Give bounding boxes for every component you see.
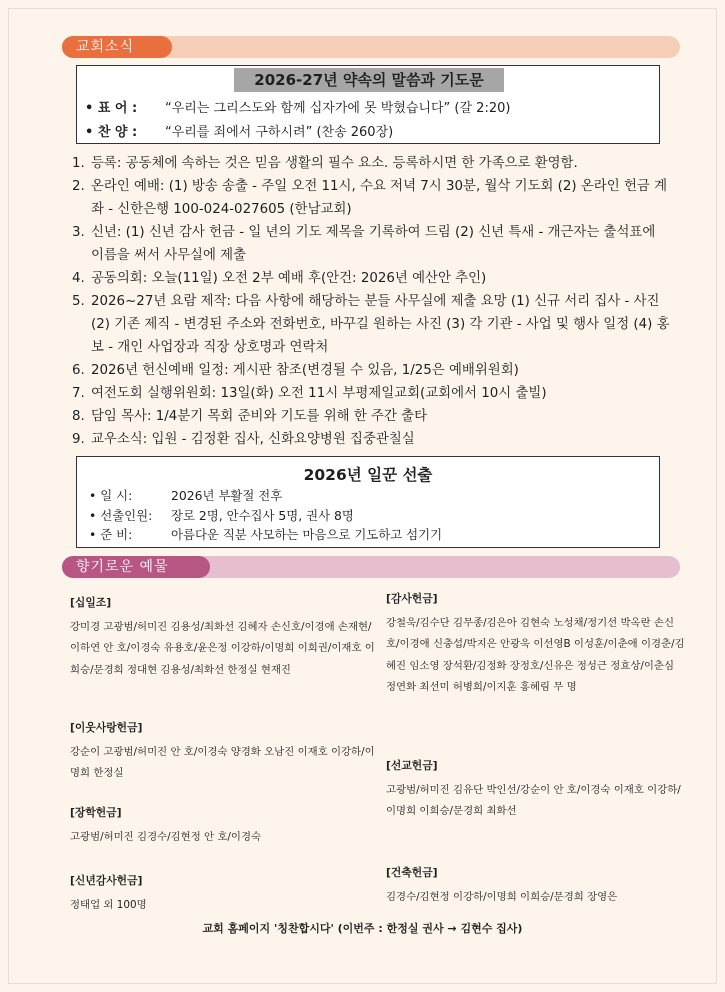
hymn-key: • 찬 양 :	[85, 125, 138, 140]
motto-line	[85, 97, 510, 116]
offering-names: 강미경 고광범/허미진 김용성/최화선 김혜자 손신호/이경애 손재현/이하연 안 호/이경숙 유용호/윤은정 이강하/이명희 이희권/이재호 이희승/문경희 정대현 김용성/최화선 한정실 현재진	[70, 620, 375, 676]
notice-item	[72, 221, 672, 267]
notice-item	[72, 405, 672, 428]
notice-text: 2026년 헌신예배 일정: 게시판 참조(변경될 수 있음, 1/25은 예배위원회)	[91, 363, 519, 378]
notice-text: 공동의회: 오늘(11일) 오전 2부 예배 후(안건: 2026년 예산안 추인)	[91, 271, 487, 286]
worker-election-title: 2026년 일꾼 선출	[303, 466, 433, 484]
offering-category: [신년감사헌금]	[70, 874, 143, 887]
notice-item	[72, 428, 672, 451]
promise-verse-box	[76, 65, 660, 144]
offering-category: [이웃사랑헌금]	[70, 721, 143, 734]
notice-item	[72, 267, 672, 290]
motto-key: • 표 어 :	[85, 101, 138, 116]
offering-category: [건축헌금]	[386, 866, 438, 879]
worker-date-line	[89, 486, 282, 504]
notice-text: 교우소식: 입원 - 김정환 집사, 신화요양병원 집중관칠실	[91, 432, 415, 447]
notice-list	[72, 152, 672, 451]
notice-text: 온라인 예배: (1) 방송 송출 - 주일 오전 11시, 수요 저녁 7시 30분, 월삭 기도회 (2) 온라인 헌금 계좌 - 신한은행 100-024-027605 (한남교회)	[91, 179, 667, 217]
notice-number: 2.	[72, 179, 85, 194]
offering-group-tithe	[70, 592, 375, 681]
offering-names: 고광범/허미진 김유단 박인선/강순이 안 호/이경숙 이재호 이강하/이명희 이희승/문경희 최화선	[386, 783, 681, 817]
offering-names: 강철욱/김수단 김무종/김은아 김현숙 노성채/정기선 박옥란 손신호/이경애 신충섭/박지은 안광욱 이선영B 이성훈/이춘애 이경춘/김혜진 임소영 장석환/김정화 장정호/신유은 정성근 정효상/이춘심 정연화 최선미 허병희/이지훈 홍혜림 무 명	[386, 616, 685, 693]
worker-prep-key: • 준 비:	[89, 527, 133, 542]
offering-group-thanks	[386, 588, 686, 699]
offering-section-title: 향기로운 예물	[62, 556, 210, 578]
notice-text: 담임 목사: 1/4분기 목회 준비와 기도를 위해 한 주간 출타	[91, 409, 428, 424]
notice-number: 8.	[72, 409, 85, 424]
offering-names: 김경수/김현정 이강하/이명희 이희승/문경희 장영은	[386, 890, 618, 903]
offering-category: [장학헌금]	[70, 806, 122, 819]
notice-item	[72, 359, 672, 382]
offering-group-building	[386, 862, 686, 908]
offering-names: 강순이 고광범/허미진 안 호/이경숙 양경화 오남진 이재호 이강하/이명희 한정실	[70, 745, 375, 779]
worker-date-value: 2026년 부활절 전후	[171, 488, 283, 503]
worker-count-line	[89, 506, 354, 524]
notice-number: 9.	[72, 432, 85, 447]
notice-number: 7.	[72, 386, 85, 401]
notice-number: 1.	[72, 156, 85, 171]
worker-prep-value: 아름다운 직분 사모하는 마음으로 기도하고 섬기기	[171, 527, 443, 542]
notice-item	[72, 175, 672, 221]
notice-text: 2026~27년 요람 제작: 다음 사항에 해당하는 분들 사무실에 제출 요망 (1) 신규 서리 집사 - 사진 (2) 기존 제직 - 변경된 주소와 전화번호, 바꾸길 원하는 사진 (3) 각 기관 - 사업 및 행사 일정 (4) 홍보 - 개인 사업장과 직장 상호명과 연락처	[91, 294, 670, 355]
worker-count-value: 장로 2명, 안수집사 5명, 권사 8명	[171, 508, 354, 523]
verse-title: 2026-27년 약속의 말씀과 기도문	[234, 68, 504, 92]
notice-text: 신년: (1) 신년 감사 헌금 - 일 년의 기도 제목을 기록하여 드림 (2) 신년 특새 - 개근자는 출석표에 이름을 써서 사무실에 제출	[91, 225, 656, 263]
notice-text: 여전도회 실행위원회: 13일(화) 오전 11시 부평제일교회(교회에서 10시 출빌)	[91, 386, 547, 401]
offering-group-mission	[386, 755, 686, 823]
notice-item	[72, 382, 672, 405]
notice-number: 3.	[72, 225, 85, 240]
worker-count-key: • 선출인원:	[89, 508, 153, 523]
notice-number: 4.	[72, 271, 85, 286]
offering-group-scholarship	[70, 802, 375, 848]
offering-names: 정태업 외 100명	[70, 898, 147, 911]
news-section-title: 교회소식	[62, 36, 172, 58]
notice-text: 등록: 공동체에 속하는 것은 믿음 생활의 필수 요소. 등록하시면 한 가족으로 환영함.	[91, 156, 578, 171]
offering-section-bar	[62, 556, 680, 578]
worker-date-key: • 일 시:	[89, 488, 133, 503]
notice-item	[72, 290, 672, 359]
hymn-line	[85, 121, 393, 140]
notice-number: 5.	[72, 294, 85, 309]
worker-election-box	[76, 456, 660, 548]
motto-value: “우리는 그리스도와 함께 십자가에 못 박혔습니다” (갈 2:20)	[165, 101, 511, 116]
offering-names: 고광범/허미진 김경수/김현정 안 호/이경숙	[70, 830, 262, 843]
offering-group-newyear	[70, 870, 375, 916]
offering-group-neighbor	[70, 717, 375, 785]
news-section-bar	[62, 36, 680, 58]
hymn-value: “우리를 죄에서 구하시려” (찬송 260장)	[165, 125, 394, 140]
notice-item	[72, 152, 672, 175]
offering-category: [십일조]	[70, 596, 112, 609]
offering-category: [선교헌금]	[386, 759, 438, 772]
worker-prep-line	[89, 525, 442, 543]
offering-category: [감사헌금]	[386, 592, 438, 605]
homepage-praise-footer: 교회 홈페이지 '칭찬합시다' (이번주 : 한정실 권사 → 김현수 집사)	[202, 922, 523, 935]
notice-number: 6.	[72, 363, 85, 378]
